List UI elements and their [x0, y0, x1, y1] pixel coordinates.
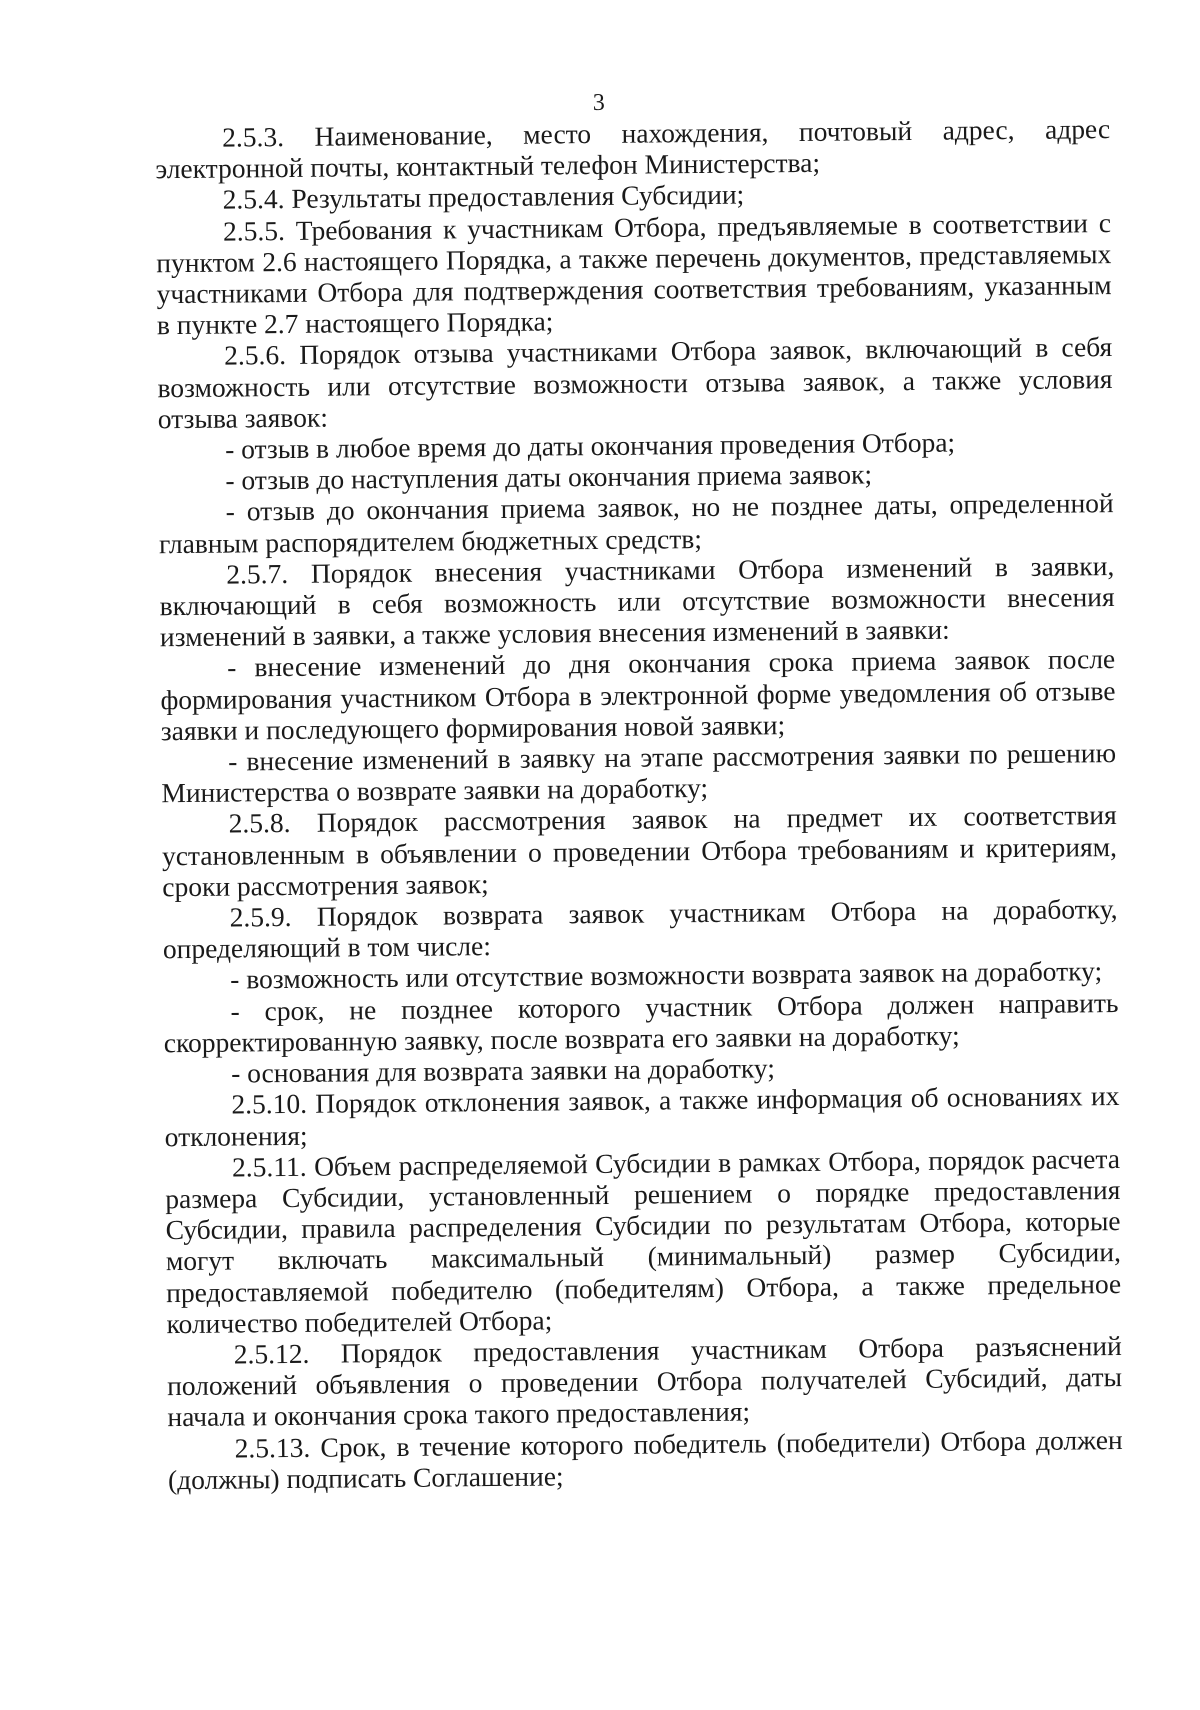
paragraph-2-5-8: 2.5.8. Порядок рассмотрения заявок на предмет их соответствия установленным в объявлении о проведении Отбора требованиям и критериям, сроки рассмотрения заявок;	[161, 799, 1118, 903]
page-number: 3	[592, 89, 605, 117]
list-item: - отзыв в любое время до даты окончания проведения Отбора;	[224, 426, 956, 465]
list-item: - отзыв до наступления даты окончания приема заявок;	[225, 458, 873, 496]
paragraph-2-5-6: 2.5.6. Порядок отзыва участниками Отбора заявок, включающий в себя возможность или отсутствие возможности отзыва заявок, а также условия отзыва заявок:	[157, 331, 1113, 435]
paragraph-2-5-10: 2.5.10. Порядок отклонения заявок, а также информация об основаниях их отклонения;	[164, 1080, 1120, 1152]
list-item: - внесение изменений в заявку на этапе рассмотрения заявки по решению Министерства о возврате заявки на доработку;	[161, 737, 1117, 809]
list-item: - отзыв до окончания приема заявок, но не позднее даты, определенной главным распорядителем бюджетных средств;	[158, 487, 1114, 559]
list-item: - возможность или отсутствие возможности возврата заявок на доработку;	[230, 955, 1103, 996]
document-body	[155, 113, 1123, 1495]
paragraph-2-5-4: 2.5.4. Результаты предоставления Субсидии;	[222, 178, 745, 215]
paragraph-2-5-7: 2.5.7. Порядок внесения участниками Отбора изменений в заявки, включающий в себя возможность или отсутствие возможности внесения изменений в заявки, а также условия внесения изменений в заявки:	[159, 549, 1115, 653]
list-item: - основания для возврата заявки на доработку;	[230, 1052, 776, 1089]
paragraph-2-5-9: 2.5.9. Порядок возврата заявок участникам Отбора на доработку, определяющий в том числе:	[162, 893, 1118, 965]
list-item: - срок, не позднее которого участник Отбора должен направить скорректированную заявку, после возврата его заявки на доработку;	[163, 986, 1119, 1059]
paragraph-2-5-11: 2.5.11. Объем распределяемой Субсидии в рамках Отбора, порядок расчета размера Субсидии, установленный решением о порядке предоставления Субсидии, правила распределения Субсидии по результатам Отбора, которые могут включать максимальный (минимальный) размер Субсидии, предоставляемой победителю (победителям) Отбора, а также предельное количество победителей Отбора;	[165, 1142, 1122, 1339]
paragraph-2-5-12: 2.5.12. Порядок предоставления участникам Отбора разъяснений положений объявления о проведении Отбора получателей Субсидий, даты начала и окончания срока такого предоставления;	[166, 1329, 1123, 1433]
list-item: - внесение изменений до дня окончания срока приема заявок после формирования участником Отбора в электронной форме уведомления об отзыве заявки и последующего формирования новой заявки;	[160, 643, 1116, 747]
paragraph-2-5-3: 2.5.3. Наименование, место нахождения, почтовый адрес, адрес электронной почты, контактный телефон Министерства;	[155, 113, 1111, 185]
paragraph-2-5-13: 2.5.13. Срок, в течение которого победитель (победители) Отбора должен (должны) подписать Соглашение;	[167, 1423, 1123, 1495]
paragraph-2-5-5: 2.5.5. Требования к участникам Отбора, предъявляемые в соответствии с пунктом 2.6 настоящего Порядка, а также перечень документов, представляемых участниками Отбора для подтверждения соответствия требованиям, указанным в пункте 2.7 настоящего Порядка;	[156, 206, 1112, 341]
